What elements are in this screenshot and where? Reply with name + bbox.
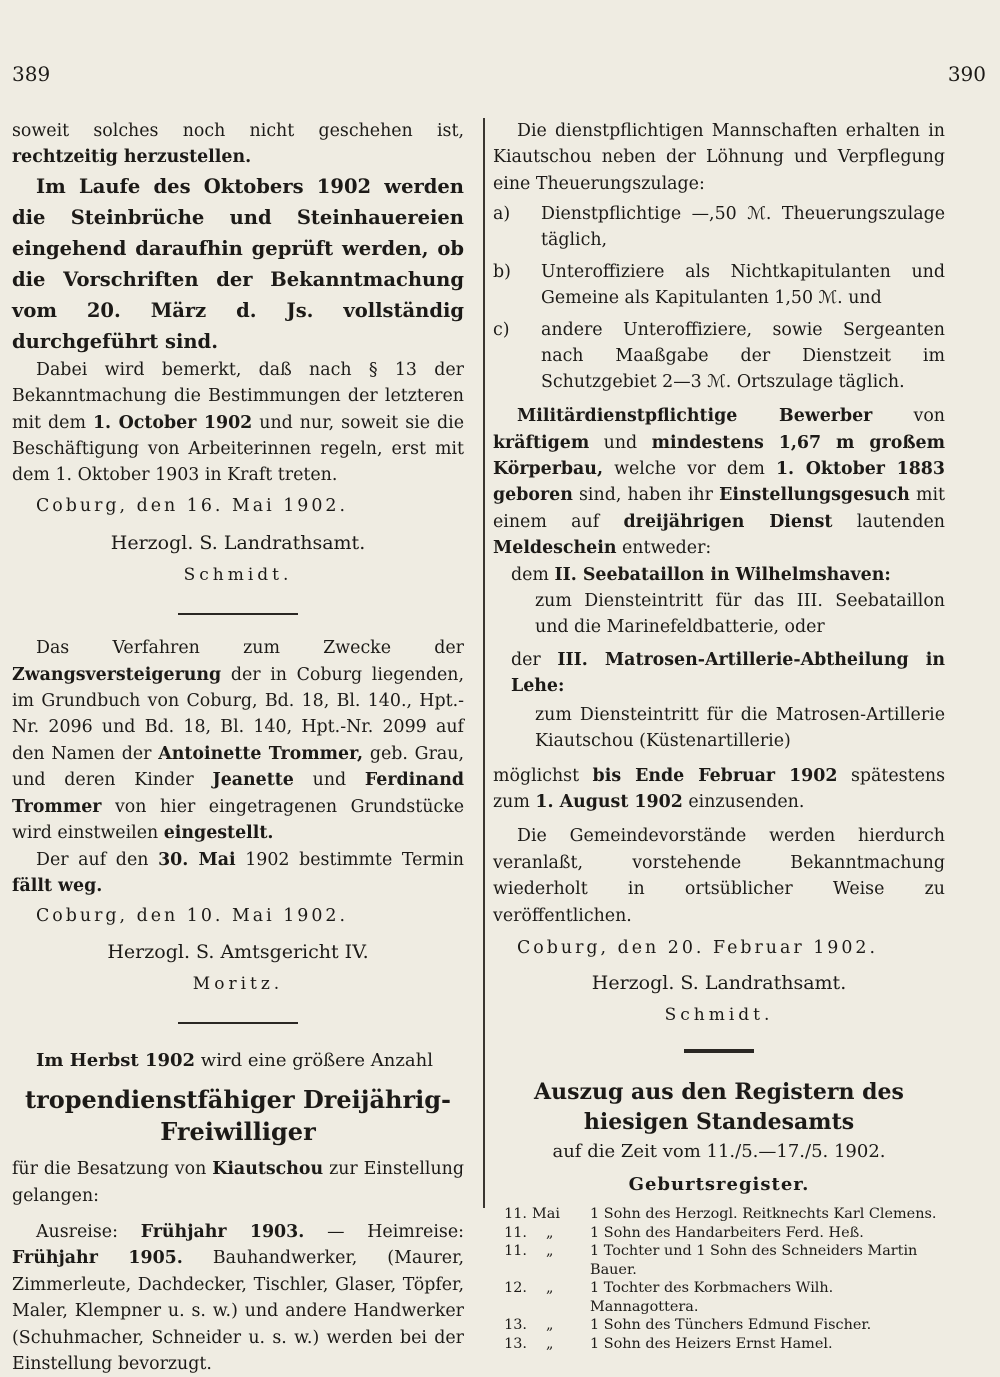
register-day: 11.	[504, 1243, 527, 1260]
notice-continuation	[12, 118, 464, 171]
text-run: spätestens zum	[493, 765, 945, 812]
recruitment-intro	[12, 1048, 464, 1074]
emphasis-text: rechtzeitig herzustellen.	[12, 147, 252, 168]
official-name: Moritz.	[192, 973, 284, 994]
left-column	[12, 118, 464, 1377]
register-entry: 1 Sohn des Heizers Ernst Hamel.	[590, 1335, 833, 1352]
table-row	[493, 1279, 945, 1316]
item-label: c)	[493, 320, 510, 341]
text-run: einzusenden.	[682, 791, 805, 812]
table-row	[493, 1205, 945, 1224]
column-divider	[483, 118, 485, 1208]
official-name: Schmidt.	[664, 1005, 774, 1026]
register-month: „	[546, 1280, 554, 1297]
dateline: Coburg, den 20. Februar 1902.	[517, 937, 878, 958]
office-signature: Herzogl. S. Amtsgericht IV.	[107, 940, 369, 963]
destination-one-detail: zum Diensteintritt für das III. Seebataillon und die Marinefeldbatterie, oder	[535, 591, 945, 638]
emphasis-text: mindestens 1,67 m großem Körperbau,	[493, 432, 945, 480]
text-run: und	[293, 770, 365, 791]
allowance-intro: Die dienstpflichtigen Mannschaften erhalten in Kiautschou neben der Löhnung und Verpflegung eine Theuerungszulage:	[493, 121, 945, 194]
emphasis-text: Zwangsversteigerung	[12, 664, 222, 685]
text-run: für die Besatzung von	[12, 1159, 213, 1180]
right-column	[493, 118, 945, 1353]
text-run: Ausreise:	[36, 1221, 141, 1242]
official-name: Schmidt.	[183, 565, 293, 586]
destination-two-detail: zum Diensteintritt für die Matrosen-Artillerie Kiautschou (Küstenartillerie)	[535, 704, 945, 752]
recruitment-headline: tropendienstfähiger Dreijährig-Freiwilliger	[25, 1085, 451, 1147]
emphasis-date: 30. Mai	[158, 849, 236, 870]
recruitment-purpose	[12, 1156, 464, 1209]
office-signature: Herzogl. S. Landrathsamt.	[110, 532, 366, 555]
table-row	[493, 1242, 945, 1279]
allowance-item	[493, 201, 945, 253]
text-run: Bauhandwerker, (Maurer, Zimmerleute, Dachdecker, Tischler, Glaser, Töpfer, Maler, Klempner u. s. w.) und andere Handwerker (Schuhmacher, Schneider u. s. w.) werden bei der Einstellung bevorzugt.	[12, 1248, 464, 1374]
register-period: auf die Zeit vom 11./5.—17./5. 1902.	[552, 1141, 886, 1163]
emphasis-text: eingestellt.	[163, 823, 274, 844]
table-row	[493, 1224, 945, 1243]
register-month: „	[546, 1243, 554, 1260]
emphasis-text: 1. Oktober 1883 geboren	[493, 459, 945, 506]
text-run: — Heimreise:	[304, 1221, 464, 1242]
birth-register-table	[493, 1205, 945, 1353]
text-run: Dabei wird bemerkt, daß nach § 13 der Bekanntmachung die Bestimmungen der letzteren mit dem	[12, 359, 464, 433]
text-run: von	[872, 406, 945, 427]
register-day: 12.	[504, 1280, 527, 1297]
text-run: der	[511, 649, 558, 670]
emphasis-text: Einstellungsgesuch	[719, 485, 910, 506]
emphasis-date: Frühjahr 1905.	[12, 1248, 183, 1269]
text-run: wird eine größere Anzahl	[195, 1049, 433, 1071]
regulation-note	[12, 357, 464, 489]
register-entry: 1 Sohn des Tünchers Edmund Fischer.	[590, 1317, 872, 1334]
emphasis-text: Militärdienstpflichtige Bewerber	[517, 406, 873, 427]
text-run: soweit solches noch nicht geschehen ist,	[12, 121, 464, 141]
text-run: zur Einstellung gelangen:	[12, 1159, 464, 1206]
register-entry: 1 Sohn des Herzogl. Reitknechts Karl Clemens.	[590, 1206, 937, 1223]
emphasis-place: Kiautschou	[212, 1159, 324, 1180]
emphasis-text: dreijährigen Dienst	[623, 511, 833, 532]
text-run: welche vor dem	[603, 459, 776, 480]
register-day: 13.	[504, 1335, 527, 1352]
emphasis-unit: III. Matrosen-Artillerie-Abtheilung in Lehe:	[511, 649, 946, 697]
emphasis-date: 1. August 1902	[535, 791, 683, 812]
emphasis-text: fällt weg.	[12, 875, 103, 896]
emphasis-unit: II. Seebataillon in Wilhelmshaven:	[554, 564, 891, 585]
register-day: 13.	[504, 1317, 527, 1334]
text-run: mit einem auf	[493, 485, 945, 532]
destination-one	[493, 562, 945, 588]
text-run: entweder:	[616, 538, 712, 559]
register-month: „	[546, 1317, 554, 1334]
text-run: Das Verfahren zum Zwecke der	[36, 638, 464, 659]
text-run: lautenden	[832, 511, 946, 532]
text-run: 1902 bestimmte Termin	[235, 849, 465, 870]
section-separator	[178, 1022, 298, 1024]
item-label: b)	[493, 262, 511, 283]
text-run: und nur, soweit sie die Beschäftigung von Arbeiterinnen regeln, erst mit dem 1. Oktober 1903 in Kraft treten.	[12, 412, 464, 486]
table-row	[493, 1316, 945, 1335]
emphasis-text: Meldeschein	[493, 538, 617, 559]
register-month: „	[546, 1335, 554, 1352]
section-separator	[684, 1049, 754, 1053]
dateline: Coburg, den 16. Mai 1902.	[36, 495, 348, 516]
emphasis-name: Jeanette	[212, 770, 294, 791]
item-text: Dienstpflichtige —,50 ℳ. Theuerungszulage täglich,	[541, 204, 945, 251]
text-run: Der auf den	[36, 849, 159, 870]
text-run: geb. Grau, und deren Kinder	[12, 743, 464, 791]
publication-instruction: Die Gemeindevorstände werden hierdurch veranlaßt, vorstehende Bekanntmachung wiederholt in ortsüblicher Weise zu veröffentlichen.	[493, 826, 945, 926]
applicant-requirements	[493, 403, 945, 561]
register-month: Mai	[532, 1206, 560, 1223]
item-text: andere Unteroffiziere, sowie Sergeanten nach Maaßgabe der Dienstzeit im Schutzgebiet 2—3 ℳ. Ortszulage täglich.	[541, 320, 945, 393]
table-row	[493, 1335, 945, 1354]
text-run: und	[589, 432, 652, 453]
allowance-list	[493, 201, 945, 395]
emphasis-date: 1. October 1902	[92, 412, 253, 433]
emphasis-text: kräftigem	[493, 432, 590, 453]
section-separator	[178, 613, 298, 615]
cancellation-note	[12, 847, 464, 900]
register-entry: 1 Tochter des Korbmachers Wilh. Mannagottera.	[590, 1280, 834, 1315]
text-run: von hier eingetragenen Grundstücke wird einstweilen	[12, 796, 464, 844]
allowance-item	[493, 317, 945, 395]
emphasis-text: Im Herbst 1902	[36, 1049, 196, 1071]
register-day: 11.	[504, 1224, 527, 1241]
text-run: der in Coburg liegenden, im Grundbuch von Coburg, Bd. 18, Bl. 140., Hpt.-Nr. 2096 und Bd. 18, Bl. 140, Hpt.-Nr. 2099 auf den Namen der	[12, 664, 464, 764]
destination-two	[493, 647, 945, 700]
allowance-item	[493, 259, 945, 311]
item-text: Unteroffiziere als Nichtkapitulanten und Gemeine als Kapitulanten 1,50 ℳ. und	[541, 262, 945, 309]
inspection-notice: Im Laufe des Oktobers 1902 werden die Steinbrüche und Steinhauereien eingehend daraufhin geprüft werden, ob die Vorschriften der Bekanntmachung vom 20. März d. Js. vollständig durchgeführt sind.	[12, 174, 464, 353]
recruitment-details	[12, 1219, 464, 1377]
register-entry: 1 Sohn des Handarbeiters Ferd. Heß.	[590, 1224, 864, 1241]
text-run: möglichst	[493, 765, 593, 786]
emphasis-name: Antoinette Trommer,	[158, 743, 364, 764]
emphasis-date: bis Ende Februar 1902	[592, 765, 838, 786]
office-signature: Herzogl. S. Landrathsamt.	[591, 972, 847, 995]
emphasis-name: Ferdinand Trommer	[12, 770, 464, 817]
auction-notice	[12, 635, 464, 846]
page-number-left: 389	[12, 62, 51, 86]
register-heading: Auszug aus den Registern des hiesigen Standesamts	[534, 1079, 904, 1136]
text-run: dem	[511, 564, 555, 585]
submission-deadline	[493, 763, 945, 816]
dateline: Coburg, den 10. Mai 1902.	[36, 906, 348, 927]
register-day: 11.	[504, 1206, 527, 1223]
register-entry: 1 Tochter und 1 Sohn des Schneiders Martin Bauer.	[590, 1243, 918, 1278]
register-title: Geburtsregister.	[628, 1174, 810, 1196]
page-number-right: 390	[947, 62, 986, 86]
text-run: sind, haben ihr	[572, 485, 720, 506]
item-label: a)	[493, 204, 511, 225]
register-month: „	[546, 1224, 554, 1241]
emphasis-date: Frühjahr 1903.	[140, 1221, 305, 1242]
